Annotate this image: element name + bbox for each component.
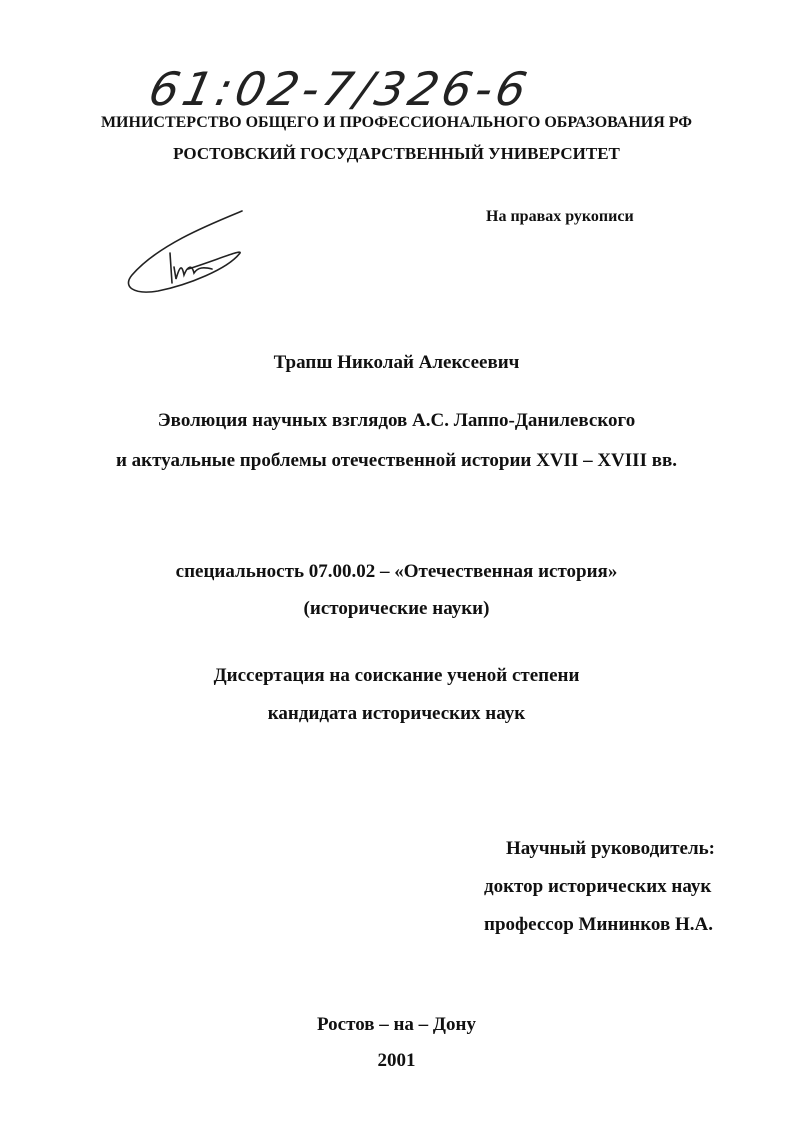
rights-note: На правах рукописи [486, 208, 634, 225]
degree-line-2: кандидата исторических наук [267, 703, 526, 724]
author-name: Трапш Николай Алексеевич [273, 352, 520, 373]
signature [118, 205, 258, 305]
city: Ростов – на – Дону [317, 1014, 476, 1035]
supervisor-name: профессор Мининков Н.А. [484, 914, 713, 935]
specialty-line-1: специальность 07.00.02 – «Отечественная история» [175, 561, 618, 582]
year: 2001 [377, 1050, 416, 1071]
title-line-1: Эволюция научных взглядов А.С. Лаппо-Данилевского [157, 410, 636, 431]
archive-code-handwritten: 61:02-7/326-6 [144, 62, 536, 116]
supervisor-degree: доктор исторических наук [484, 876, 712, 897]
supervisor-heading: Научный руководитель: [506, 838, 715, 859]
title-line-2: и актуальные проблемы отечественной истории XVII – XVIII вв. [115, 450, 677, 471]
ministry-heading: МИНИСТЕРСТВО ОБЩЕГО И ПРОФЕССИОНАЛЬНОГО ОБРАЗОВАНИЯ РФ [100, 114, 693, 131]
specialty-line-2: (исторические науки) [303, 598, 490, 619]
degree-line-1: Диссертация на соискание ученой степени [213, 665, 580, 686]
university-heading: РОСТОВСКИЙ ГОСУДАРСТВЕННЫЙ УНИВЕРСИТЕТ [173, 144, 620, 163]
